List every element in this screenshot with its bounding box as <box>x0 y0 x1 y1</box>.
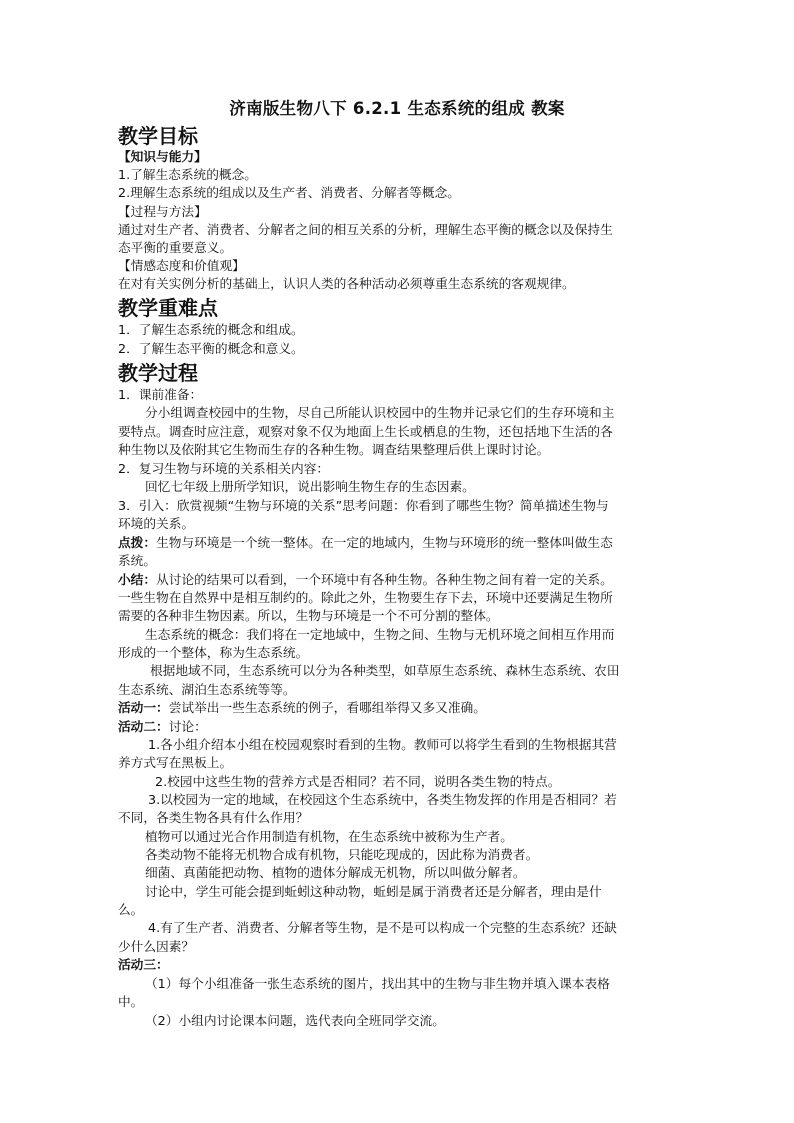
question-4-line-2: 少什么因素？ <box>118 939 195 954</box>
question-4-line-1: 4.有了生产者、消费者、分解者等生物，是不是可以构成一个完整的生态系统？还缺 <box>148 920 617 935</box>
dianbo-line-2: 系统。 <box>118 553 157 568</box>
answer-earthworm-line-1: 讨论中，学生可能会提到蚯蚓这种动物，蚯蚓是属于消费者还是分解者，理由是什 <box>145 884 602 899</box>
emotion-line-1: 在对有关实例分析的基础上，认识人类的各种活动必须尊重生态系统的客观规律。 <box>118 276 575 291</box>
dianbo-line-1 <box>118 534 678 552</box>
concept-line-1: 生态系统的概念：我们将在一定地域中，生物之间、生物与无机环境之间相互作用而 <box>145 627 615 642</box>
answer-consumer: 各类动物不能将无机物合成有机物，只能吃现成的，因此称为消费者。 <box>145 847 539 862</box>
activity-2 <box>118 718 678 736</box>
question-2: 2.校园中这些生物的营养方式是否相同？若不同，说明各类生物的特点。 <box>155 774 561 789</box>
step-1: 1．课前准备： <box>118 387 203 402</box>
answer-producer: 植物可以通过光合作用制造有机物，在生态系统中被称为生产者。 <box>145 829 513 844</box>
step-2: 2．复习生物与环境的关系相关内容： <box>118 461 330 476</box>
types-line-2: 生态系统、湖泊生态系统等等。 <box>118 682 296 697</box>
activity-1-label: 活动一： <box>118 700 169 715</box>
activity-3-item-2: （2）小组内讨论课本问题，选代表向全班同学交流。 <box>145 1013 445 1028</box>
xiaojie-text: 从讨论的结果可以看到，一个环境中有各种生物。各种生物之间有着一定的关系。 <box>156 572 613 587</box>
goal-2: 2.理解生态系统的组成以及生产者、消费者、分解者等概念。 <box>118 185 460 200</box>
step-2-line-1: 回忆七年级上册所学知识，说出影响生物生存的生态因素。 <box>145 479 475 494</box>
xiaojie-label: 小结： <box>118 572 157 587</box>
process-line-2: 态平衡的重要意义。 <box>118 240 233 255</box>
activity-1-text: 尝试举出一些生态系统的例子，看哪组举得又多又准确。 <box>168 700 486 715</box>
step-3-line-2: 环境的关系。 <box>118 516 195 531</box>
heading-teaching-goals: 教学目标 <box>118 124 198 148</box>
activity-3-item-1-line-2: 中。 <box>118 994 144 1009</box>
activity-2-label: 活动二： <box>118 719 169 734</box>
label-knowledge: 【知识与能力】 <box>118 149 207 164</box>
step-3-line-1: 3．引入：欣赏视频“生物与环境的关系”思考问题：你看到了哪些生物？简单描述生物与 <box>118 498 609 513</box>
xiaojie-line-3: 需要的各种非生物因素。所以，生物与环境是一个不可分割的整体。 <box>118 608 499 623</box>
activity-3-item-1-line-1: （1）每个小组准备一张生态系统的图片，找出其中的生物与非生物并填入课本表格 <box>145 976 610 991</box>
document-title: 济南版生物八下 6.2.1 生态系统的组成 教案 <box>229 99 565 118</box>
heading-key-points: 教学重难点 <box>118 296 218 320</box>
answer-decomposer: 细菌、真菌能把动物、植物的遗体分解成无机物，所以叫做分解者。 <box>145 865 526 880</box>
dianbo-label: 点拨： <box>118 535 157 550</box>
types-line-1: 根据地域不同，生态系统可以分为各种类型，如草原生态系统、森林生态系统、农田 <box>150 663 620 678</box>
question-1-line-1: 1.各小组介绍本小组在校园观察时看到的生物。教师可以将学生看到的生物根据其营 <box>148 737 617 752</box>
goal-1: 1.了解生态系统的概念。 <box>118 167 257 182</box>
question-3-line-2: 不同，各类生物各具有什么作用？ <box>118 810 309 825</box>
process-line-1: 通过对生产者、消费者、分解者之间的相互关系的分析，理解生态平衡的概念以及保持生 <box>118 222 613 237</box>
dianbo-text: 生物与环境是一个统一整体。在一定的地域内，生物与环境形的统一整体叫做生态 <box>156 535 613 550</box>
key-point-1: 1．了解生态系统的概念和组成。 <box>118 322 304 337</box>
step-1-line-3: 种生物以及依附其它生物而生存的各种生物。调查结果整理后供上课时讨论。 <box>118 442 550 457</box>
xiaojie-line-1 <box>118 571 678 589</box>
step-1-line-2: 要特点。调查时应注意，观察对象不仅为地面上生长或栖息的生物，还包括地下生活的各 <box>118 424 613 439</box>
key-point-2: 2．了解生态平衡的概念和意义。 <box>118 341 304 356</box>
activity-3-label: 活动三： <box>118 957 169 972</box>
activity-1 <box>118 699 678 717</box>
step-1-line-1: 分小组调查校园中的生物，尽自己所能认识校园中的生物并记录它们的生存环境和主 <box>145 405 615 420</box>
xiaojie-line-2: 一些生物在自然界中是相互制约的。除此之外，生物要生存下去，环境中还要满足生物所 <box>118 590 613 605</box>
answer-earthworm-line-2: 么。 <box>118 902 144 917</box>
label-process: 【过程与方法】 <box>118 204 207 219</box>
concept-line-2: 形成的一个整体，称为生态系统。 <box>118 645 309 660</box>
question-1-line-2: 养方式写在黑板上。 <box>118 755 233 770</box>
question-3-line-1: 3.以校园为一定的地域，在校园这个生态系统中，各类生物发挥的作用是否相同？若 <box>148 792 617 807</box>
label-emotion: 【情感态度和价值观】 <box>118 258 245 273</box>
activity-2-text: 讨论： <box>168 719 207 734</box>
heading-teaching-process: 教学过程 <box>118 361 198 385</box>
